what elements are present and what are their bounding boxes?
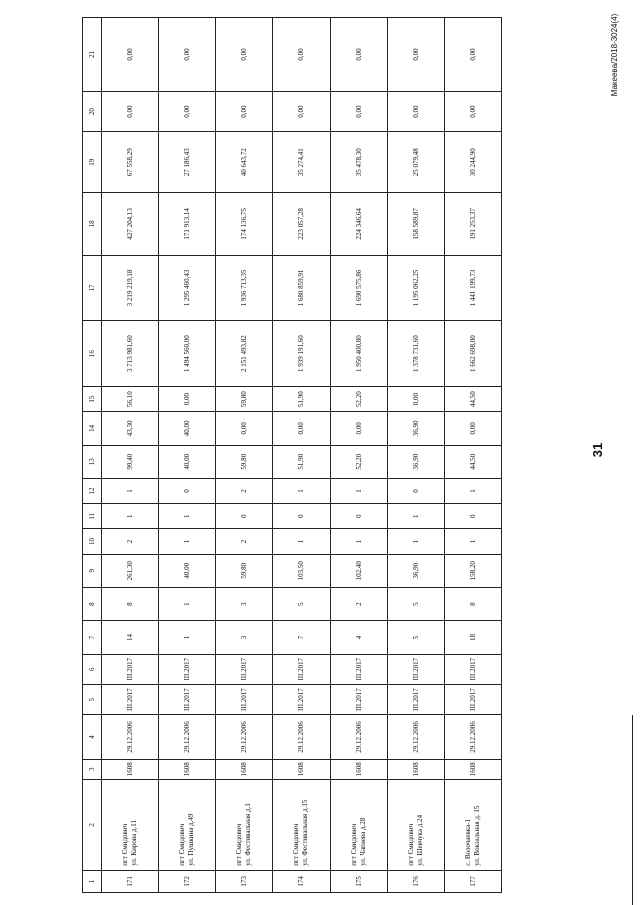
document-reference: Макеева/2018-3024(4) [610,13,619,97]
table-cell: 0 [159,478,216,503]
table-cell: 1 [330,478,387,503]
table-cell: 1 680 859,91 [273,255,330,321]
table-cell: 0 [387,478,444,503]
address-settlement: пгт Смидович [178,823,187,866]
table-cell: 36,90 [387,445,444,478]
table-cell: 1608 [330,759,387,779]
table-cell: 0,00 [444,412,501,445]
table-cell: 52,20 [330,386,387,411]
table-cell: 51,90 [273,386,330,411]
column-number: 8 [83,587,102,620]
table-cell: 35 478,30 [330,132,387,193]
address-street: ул. Шевчука д.24 [415,814,424,866]
column-number: 3 [83,759,102,779]
table-cell: 223 057,28 [273,192,330,255]
table-cell: 3 [216,587,273,620]
column-number: 9 [83,554,102,587]
table-cell: 3 713 981,60 [102,321,159,387]
address-settlement: пгт Смидович [292,823,301,866]
table-cell: 2 151 493,82 [216,321,273,387]
table-cell: 174 [273,870,330,892]
table-cell: 59,80 [216,445,273,478]
column-number: 12 [83,478,102,503]
column-number: 14 [83,412,102,445]
address-street: ул. Кирова д.11 [130,820,139,866]
column-number: 6 [83,654,102,684]
column-number: 21 [83,18,102,92]
table-row [216,18,273,893]
table-cell: 35 274,41 [273,132,330,193]
table-cell: 0,00 [102,18,159,92]
table-cell: 102,40 [330,554,387,587]
table-cell: 1 [444,529,501,554]
table-cell: III.2017 [330,684,387,714]
table-cell: III.2017 [102,654,159,684]
table-cell: 1 195 062,25 [387,255,444,321]
table-cell: 59,80 [216,554,273,587]
table-cell: 0 [273,504,330,529]
table-cell: 0,00 [330,18,387,92]
table-cell: 40,00 [159,412,216,445]
table-cell: 30 244,90 [444,132,501,193]
table-cell: 0 [330,504,387,529]
column-number: 7 [83,621,102,654]
column-number: 4 [83,715,102,759]
table-cell: 1 295 460,43 [159,255,216,321]
table-cell: 0,00 [273,412,330,445]
table-cell: 1 [387,529,444,554]
table-cell: III.2017 [387,684,444,714]
table-cell: 40,00 [159,554,216,587]
table-cell: 1 [102,478,159,503]
table-cell: 0,00 [444,91,501,131]
table-cell: 0,00 [444,18,501,92]
table-cell: 51,90 [273,445,330,478]
table-cell: 103,50 [273,554,330,587]
table-cell: 175 [330,870,387,892]
address-cell [444,779,501,870]
table-cell: III.2017 [273,684,330,714]
table-row [330,18,387,893]
column-number: 5 [83,684,102,714]
column-number: 1 [83,870,102,892]
table-cell: 8 [444,587,501,620]
table-cell: 0,00 [330,412,387,445]
table-cell: III.2017 [330,654,387,684]
column-number: 10 [83,529,102,554]
table-cell: 67 558,29 [102,132,159,193]
table-cell: 44,50 [444,445,501,478]
table-cell: 27 186,43 [159,132,216,193]
table-cell: 1 950 400,80 [330,321,387,387]
table-cell: 1608 [444,759,501,779]
table-cell: 4 [330,621,387,654]
table-cell: 2 [216,478,273,503]
address-settlement: пгт Смидович [235,823,244,866]
table-cell: III.2017 [216,684,273,714]
table-cell: 29.12.2006 [102,715,159,759]
address-cell [216,779,273,870]
table-cell: 56,10 [102,386,159,411]
address-settlement: с. Волочаевка-1 [463,819,472,866]
column-number: 18 [83,192,102,255]
table-cell: 5 [387,587,444,620]
table-cell: 1608 [102,759,159,779]
table-cell: 0,00 [216,91,273,131]
table-cell: 1 378 731,60 [387,321,444,387]
table-cell: 3 [216,621,273,654]
address-cell [159,779,216,870]
address-street: ул. Фестивальная д.15 [301,799,310,866]
table-cell: 177 [444,870,501,892]
column-number: 13 [83,445,102,478]
table-cell: 176 [387,870,444,892]
table-cell: 171 913,14 [159,192,216,255]
address-street: ул. Вокзальная д. 15 [472,805,481,866]
table-cell: 0,00 [387,18,444,92]
table-cell: III.2017 [102,684,159,714]
page-number: 31 [590,442,605,458]
table-cell: 174 136,75 [216,192,273,255]
table-cell: 25 079,48 [387,132,444,193]
table-cell: 52,20 [330,445,387,478]
table-cell: 29.12.2006 [330,715,387,759]
table-cell: 173 [216,870,273,892]
table-cell: III.2017 [273,654,330,684]
address-street: ул. Чапаева д.28 [358,817,367,866]
address-cell [387,779,444,870]
address-cell [273,779,330,870]
table-cell: 0,00 [159,386,216,411]
column-number: 16 [83,321,102,387]
table-cell: III.2017 [387,654,444,684]
table-cell: 99,40 [102,445,159,478]
table-cell: 0,00 [216,412,273,445]
table-cell: 0,00 [387,91,444,131]
table-cell: 18 [444,621,501,654]
table-cell: 29.12.2006 [216,715,273,759]
table-cell: III.2017 [444,654,501,684]
table-cell: 1608 [387,759,444,779]
table-cell: 1 662 698,00 [444,321,501,387]
table-cell: 1 494 560,00 [159,321,216,387]
column-number: 2 [83,779,102,870]
table-cell: 1 [273,529,330,554]
table-cell: 191 253,37 [444,192,501,255]
address-settlement: пгт Смидович [121,823,130,866]
table-cell: 1608 [216,759,273,779]
table-cell: 0,00 [387,386,444,411]
column-number: 19 [83,132,102,193]
table-cell: 36,90 [387,554,444,587]
table-cell: III.2017 [159,684,216,714]
table-cell: 158 589,87 [387,192,444,255]
column-number: 15 [83,386,102,411]
table-cell: 40 643,72 [216,132,273,193]
table-cell: 172 [159,870,216,892]
table-cell: 5 [273,587,330,620]
column-number: 20 [83,91,102,131]
table-cell: 224 346,64 [330,192,387,255]
table-cell: 0 [216,504,273,529]
address-settlement: пгт Смидович [349,823,358,866]
table-cell: 2 [216,529,273,554]
table-cell: 29.12.2006 [387,715,444,759]
table-cell: 0,00 [102,91,159,131]
table-cell: 1608 [159,759,216,779]
table-cell: 29.12.2006 [273,715,330,759]
table-row [102,18,159,893]
address-street: ул. Пушкина д.49 [187,813,196,866]
table-cell: 1 [330,529,387,554]
table-cell: 1608 [273,759,330,779]
margin-line [632,715,633,905]
table-cell: III.2017 [216,654,273,684]
table-cell: 1 [159,504,216,529]
table-cell: 1 [102,504,159,529]
table-cell: 7 [273,621,330,654]
table-cell: 43,30 [102,412,159,445]
table-cell: 36,90 [387,412,444,445]
table-cell: 2 [330,587,387,620]
table-cell: 1 939 191,60 [273,321,330,387]
table-cell: III.2017 [444,684,501,714]
table-row [273,18,330,893]
housing-register-table [82,17,502,893]
table-row [159,18,216,893]
table-cell: 1 441 199,73 [444,255,501,321]
table-cell: 1 [159,529,216,554]
table-cell: 1 [444,478,501,503]
address-cell [102,779,159,870]
table-cell: 0,00 [330,91,387,131]
address-settlement: пгт Смидович [406,823,415,866]
table-cell: 1 936 713,35 [216,255,273,321]
table-cell: 1 [273,478,330,503]
table-cell: III.2017 [159,654,216,684]
table-cell: 261,30 [102,554,159,587]
table-cell: 427 204,13 [102,192,159,255]
table-cell: 29.12.2006 [159,715,216,759]
table-cell: 0,00 [216,18,273,92]
table-cell: 0,00 [159,91,216,131]
table-cell: 1 [159,587,216,620]
table-cell: 3 219 219,18 [102,255,159,321]
table-cell: 1 [387,504,444,529]
table-cell: 1 [159,621,216,654]
table-cell: 44,50 [444,386,501,411]
table-cell: 0,00 [273,91,330,131]
table-cell: 0,00 [159,18,216,92]
table-cell: 5 [387,621,444,654]
column-number: 17 [83,255,102,321]
table-row [444,18,501,893]
address-street: ул. Фестивальная д.1 [244,803,253,866]
table-cell: 2 [102,529,159,554]
table-cell: 0 [444,504,501,529]
table-cell: 14 [102,621,159,654]
column-number-row [83,18,102,893]
table-cell: 59,80 [216,386,273,411]
table-row [387,18,444,893]
table-cell: 40,00 [159,445,216,478]
table-cell: 171 [102,870,159,892]
table-cell: 29.12.2006 [444,715,501,759]
address-cell [330,779,387,870]
table-cell: 0,00 [273,18,330,92]
column-number: 11 [83,504,102,529]
table-cell: 8 [102,587,159,620]
table-cell: 1 690 575,86 [330,255,387,321]
table-cell: 158,20 [444,554,501,587]
